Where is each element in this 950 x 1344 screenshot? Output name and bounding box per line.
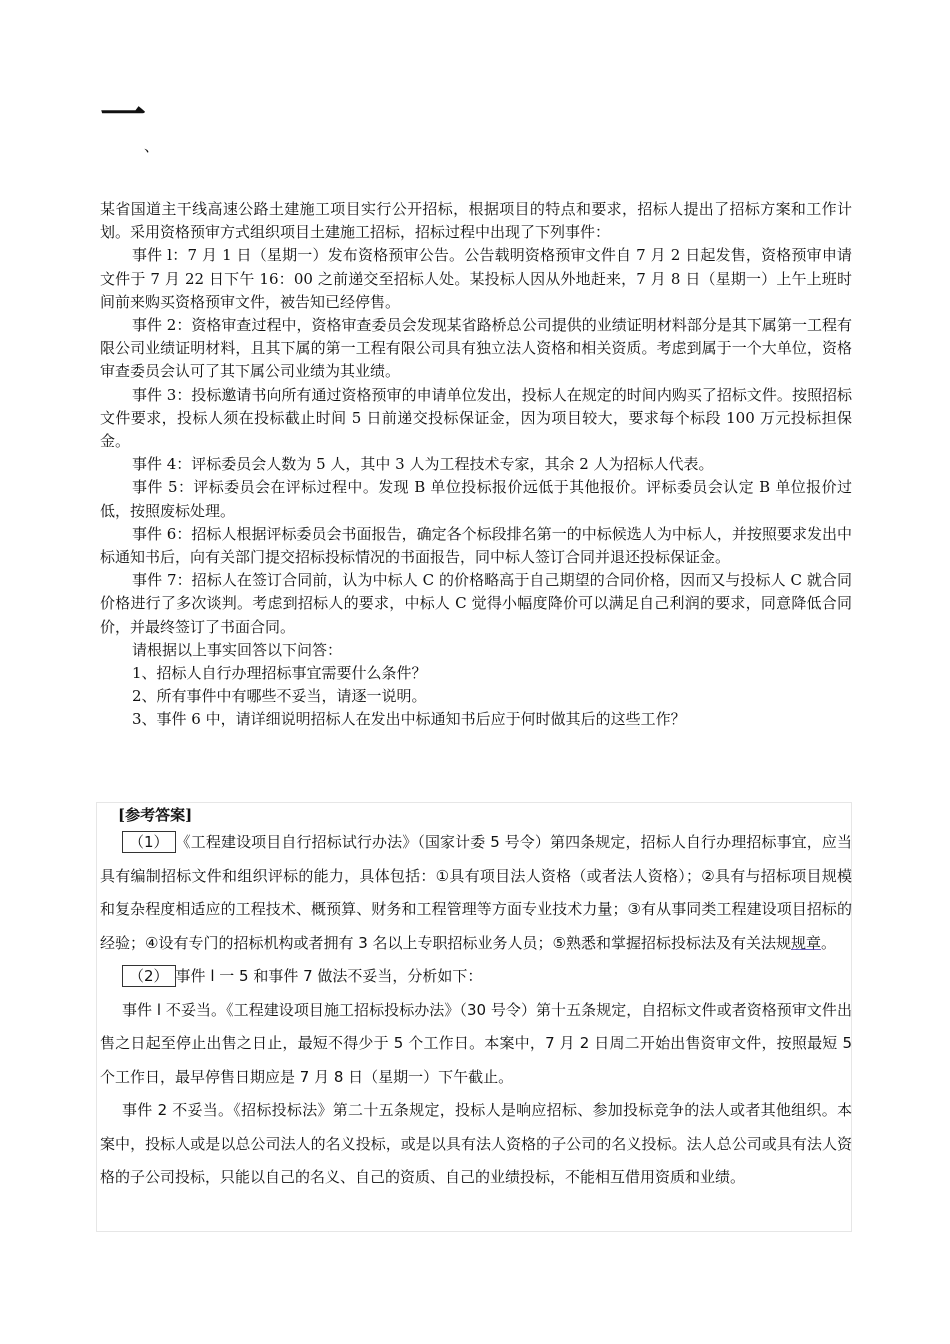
answer-body — [100, 826, 852, 1195]
section-number: 一 — [100, 88, 146, 142]
answer-2 — [100, 960, 852, 994]
answer-1-underlined: 规章 — [790, 933, 821, 952]
event-4: 事件 4：评标委员会人数为 5 人，其中 3 人为工程技术专家，其余 2 人为招标人代表。 — [132, 455, 714, 474]
event-5: 事件 5：评标委员会在评标过程中。发现 B 单位投标报价远低于其他报价。评标委员会认定 B 单位报价过低，按照废标处理。 — [100, 478, 852, 520]
answer-2-number: （2） — [122, 965, 176, 987]
question-1: 1、招标人自行办理招标事宜需要什么条件？ — [132, 664, 427, 683]
event-3: 事件 3：投标邀请书向所有通过资格预审的申请单位发出，投标人在规定的时间内购买了招标文件。按照招标文件要求，投标人须在投标截止时间 5 日前递交投标保证金，因为项目较大，要求每个标段 100 万元投标担保金。 — [100, 385, 852, 451]
answer-1 — [100, 826, 852, 960]
question-2: 2、所有事件中有哪些不妥当，请逐一说明。 — [132, 687, 427, 706]
section-mark: 、 — [144, 137, 160, 155]
answer-2-event-1: 事件 l 不妥当。《工程建设项目施工招标投标办法》（30 号令）第十五条规定，自招标文件或者资格预审文件出售之日起至停止出售之日止，最短不得少于 5 个工作日。本案中，7 月 2 日周二开始出售资审文件，按照最短 5 个工作日，最早停售日期应是 7 月 8 日（星期一）下午截止。 — [100, 1000, 852, 1086]
question-body — [100, 198, 852, 732]
event-1: 事件 l：7 月 1 日（星期一）发布资格预审公告。公告载明资格预审文件自 7 月 2 日起发售，资格预审申请文件于 7 月 22 日下午 16：00 之前递交至招标人处。某投标人因从外地赶来，7 月 8 日（星期一）上午上班时间前来购买资格预审文件，被告知已经停售。 — [100, 246, 852, 311]
question-prompt: 请根据以上事实回答以下问答： — [132, 640, 343, 659]
event-7: 事件 7：招标人在签订合同前，认为中标人 C 的价格略高于自己期望的合同价格，因而又与投标人 C 就合同价格进行了多次谈判。考虑到招标人的要求，中标人 C 觉得小幅度降价可以满足自己利润的要求，同意降低合同价，并最终签订了书面合同。 — [100, 571, 852, 636]
case-intro: 某省国道主干线高速公路土建施工项目实行公开招标，根据项目的特点和要求，招标人提出了招标方案和工作计划。采用资格预审方式组织项目土建施工招标，招标过程中出现了下列事件： — [100, 200, 852, 242]
answer-2-text: 事件 l 一 5 和事件 7 做法不妥当，分析如下： — [175, 967, 483, 985]
event-6: 事件 6：招标人根据评标委员会书面报告，确定各个标段排名第一的中标候选人为中标人，并按照要求发出中标通知书后，向有关部门提交招标投标情况的书面报告，同中标人签订合同并退还投标保证金。 — [100, 524, 852, 567]
question-3: 3、事件 6 中，请详细说明招标人在发出中标通知书后应于何时做其后的这些工作？ — [132, 710, 686, 729]
answer-1-number: （1） — [122, 831, 176, 853]
answer-1-end: 。 — [821, 933, 837, 952]
event-2: 事件 2：资格审查过程中，资格审查委员会发现某省路桥总公司提供的业绩证明材料部分是其下属第一工程有限公司业绩证明材料，且其下属的第一工程有限公司具有独立法人资格和相关资质。考虑到属于一个大单位，资格审查委员会认可了其下属公司业绩为其业绩。 — [100, 316, 852, 381]
answer-2-event-2: 事件 2 不妥当。《招标投标法》第二十五条规定，投标人是响应招标、参加投标竞争的法人或者其他组织。本案中，投标人或是以总公司法人的名义投标，或是以具有法人资格的子公司的名义投标。法人总公司或具有法人资格的子公司投标，只能以自己的名义、自己的资质、自己的业绩投标，不能相互借用资质和业绩。 — [100, 1101, 852, 1186]
answer-header: [参考答案] — [118, 806, 193, 824]
answer-1-text: 《工程建设项目自行招标试行办法》（国家计委 5 号令）第四条规定，招标人自行办理招标事宜，应当具有编制招标文件和组织评标的能力，具体包括：①具有项目法人资格（或者法人资格）；②具有与招标项目规模和复杂程度相适应的工程技术、概预算、财务和工程管理等方面专业技术力量；③有从事同类工程建设项目招标的经验；④设有专门的招标机构或者拥有 3 名以上专职招标业务人员；⑤熟悉和掌握招标投标法及有关法规 — [100, 833, 852, 952]
